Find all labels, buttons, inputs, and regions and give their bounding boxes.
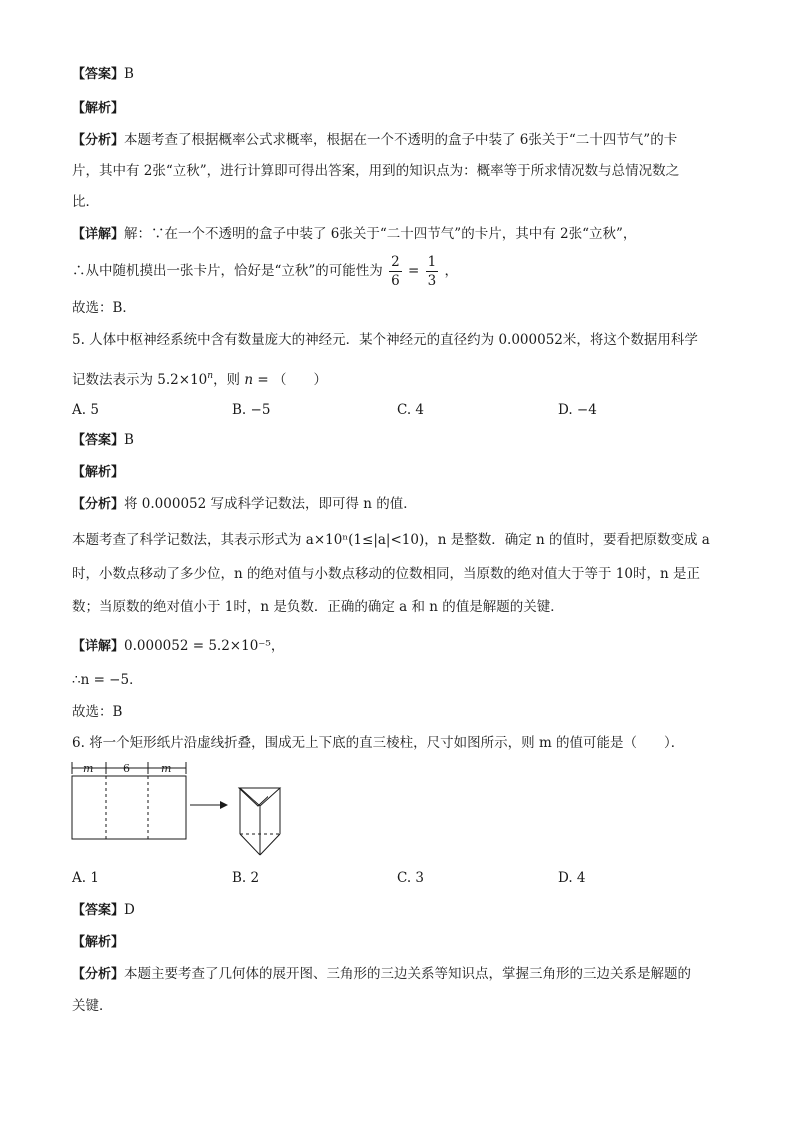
- fenxi-text: 将 0.000052 写成科学记数法，即可得 n 的值．: [124, 496, 417, 512]
- q6-stem: 6. 将一个矩形纸片沿虚线折叠，围成无上下底的直三棱柱，尺寸如图所示，则 m 的值可能是（ ）．: [72, 735, 685, 751]
- q5-stem-line-2: [72, 366, 327, 390]
- q4-fenxi-line-3: 比．: [72, 194, 99, 210]
- fenxi-label: 【分析】: [72, 497, 125, 512]
- q4-answer-line: [72, 64, 134, 85]
- stem-text: ，则: [213, 372, 245, 388]
- numerator: 1: [427, 254, 437, 270]
- stem-text: 记数法表示为 5.2×10: [72, 372, 208, 388]
- analysis-label: 【解析】: [72, 101, 125, 116]
- xiangjie-text: 0.000052 = 5.2×10⁻⁵，: [124, 638, 285, 654]
- numerator: 2: [391, 254, 400, 270]
- xiangjie-text: 解：∵在一个不透明的盒子中装了 6张关于“二十四节气”的卡片，其中有 2张“立秋”，: [124, 226, 637, 242]
- analysis-label: 【解析】: [72, 465, 125, 480]
- punctuation: ，: [444, 263, 458, 279]
- stem-text: = （ ）: [253, 372, 327, 388]
- q6-analysis-heading: [72, 932, 124, 953]
- fenxi-text: 本题主要考查了几何体的展开图、三角形的三边关系等知识点，掌握三角形的三边关系是解题的: [124, 966, 692, 982]
- q6-option-c: C. 3: [397, 870, 425, 886]
- q5-fenxi-line: [72, 494, 417, 515]
- paper-rectangle: [72, 776, 186, 839]
- q4-choose: 故选：B．: [72, 300, 136, 316]
- fraction-1-3: [426, 253, 439, 290]
- arrow-head-icon: [220, 801, 228, 809]
- q5-para-line-2: 时，小数点移动了多少位，n 的绝对值与小数点移动的位数相同，当原数的绝对值大于等于 10时，n 是正: [72, 566, 700, 582]
- exponent: n: [207, 371, 214, 381]
- xiangjie-label: 【详解】: [72, 227, 125, 242]
- q5-option-a: A. 5: [72, 402, 99, 418]
- answer-label: 【答案】: [72, 903, 125, 918]
- prism-bottom-right: [260, 834, 280, 855]
- q5-option-b: B. −5: [232, 402, 271, 418]
- q4-xiangjie-line-1: [72, 224, 636, 245]
- denominator: 6: [391, 273, 400, 289]
- q4-fenxi-line-2: 片，其中有 2张“立秋”，进行计算即可得出答案，用到的知识点为：概率等于所求情况数与总情况数之: [72, 163, 680, 179]
- q5-analysis-heading: [72, 462, 124, 483]
- prism-top-triangle: [240, 788, 280, 806]
- answer-value: B: [124, 432, 134, 448]
- fenxi-label: 【分析】: [72, 133, 125, 148]
- q4-fenxi-line-1: [72, 130, 677, 151]
- variable-n: n: [244, 372, 254, 388]
- q4-analysis-heading: [72, 98, 124, 119]
- equals-sign: =: [408, 263, 420, 279]
- q6-option-d: D. 4: [558, 870, 586, 886]
- xiangjie-text: ∴从中随机摸出一张卡片，恰好是“立秋”的可能性为: [72, 263, 383, 279]
- fenxi-text: 本题考查了根据概率公式求概率，根据在一个不透明的盒子中装了 6张关于“二十四节气”的卡: [124, 132, 678, 148]
- q5-para-line-1: 本题考查了科学记数法，其表示形式为 a×10ⁿ(1≤|a|<10)，n 是整数．确定 n 的值时，要看把原数变成 a: [72, 532, 710, 548]
- answer-label: 【答案】: [72, 433, 125, 448]
- answer-value: B: [124, 66, 134, 82]
- q5-answer-line: [72, 430, 134, 451]
- q6-answer-line: [72, 900, 135, 921]
- q5-option-c: C. 4: [397, 402, 425, 418]
- label-m-right: m: [161, 762, 172, 775]
- label-m-left: m: [83, 762, 94, 775]
- q6-fenxi-line-1: [72, 964, 691, 985]
- triangular-prism-figure: [236, 785, 286, 861]
- q6-option-b: B. 2: [232, 870, 260, 886]
- fraction-2-6: [389, 253, 402, 290]
- q5-para-line-3: 数；当原数的绝对值小于 1时，n 是负数．正确的确定 a 和 n 的值是解题的关键．: [72, 599, 564, 615]
- prism-bottom-left: [240, 834, 260, 855]
- label-6: 6: [123, 762, 130, 775]
- fenxi-label: 【分析】: [72, 967, 125, 982]
- q4-xiangjie-line-2: [72, 252, 458, 290]
- q6-option-a: A. 1: [72, 870, 99, 886]
- xiangjie-label: 【详解】: [72, 639, 125, 654]
- q5-option-d: D. −4: [558, 402, 597, 418]
- q6-fenxi-line-2: 关键．: [72, 998, 113, 1014]
- analysis-label: 【解析】: [72, 935, 125, 950]
- q5-xiangjie-line: [72, 636, 284, 657]
- denominator: 3: [427, 273, 437, 289]
- answer-value: D: [124, 902, 135, 918]
- answer-label: 【答案】: [72, 67, 125, 82]
- q5-therefore: ∴n = −5．: [72, 672, 143, 688]
- q5-stem-line-1: 5. 人体中枢神经系统中含有数量庞大的神经元．某个神经元的直径约为 0.000052米，将这个数据用科学: [72, 332, 698, 348]
- q5-choose: 故选：B: [72, 704, 123, 720]
